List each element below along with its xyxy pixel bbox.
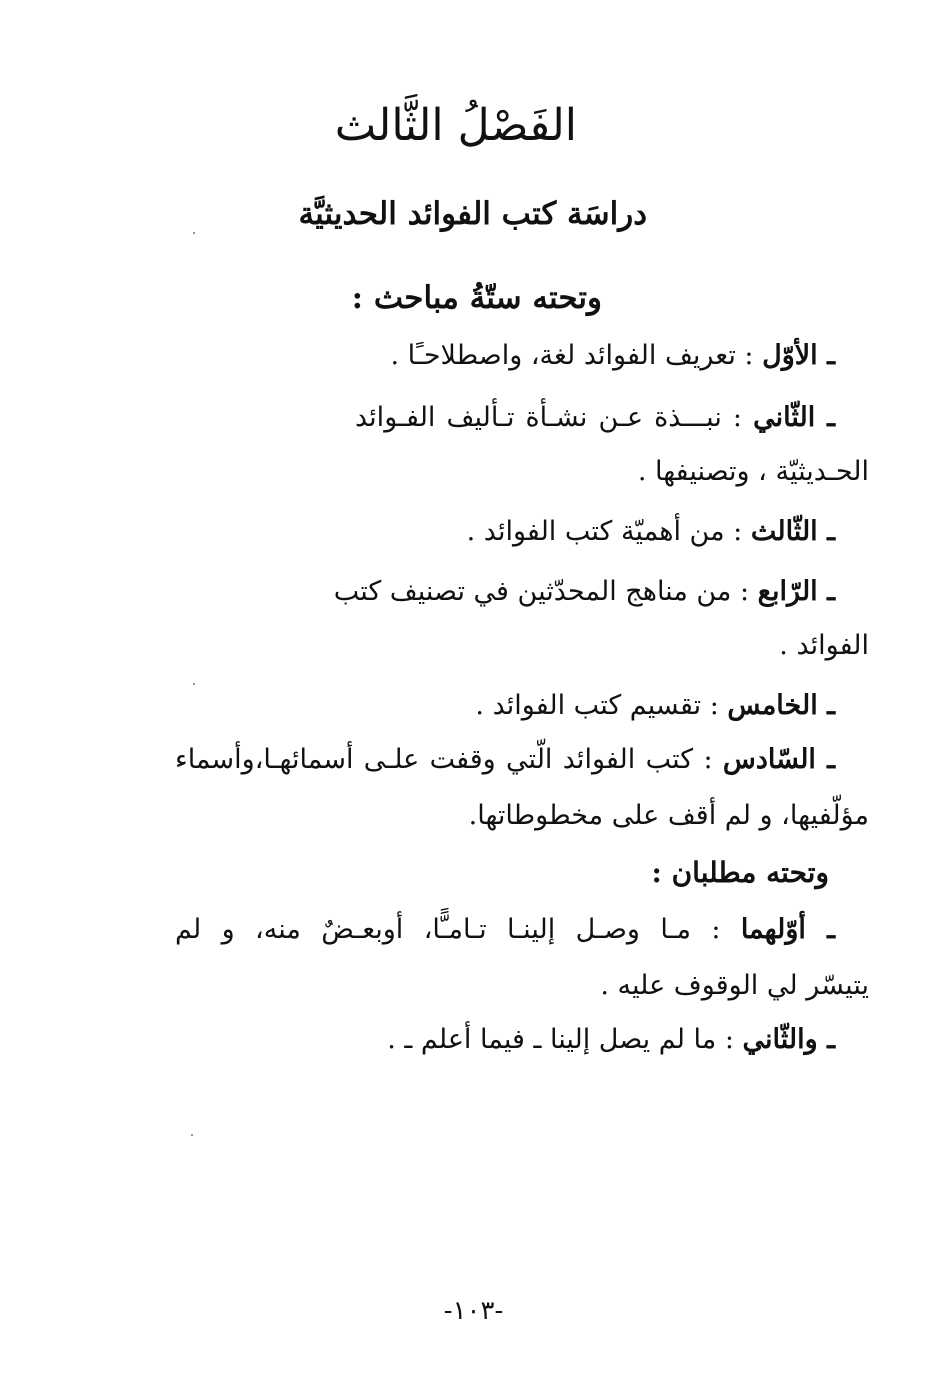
sub-list-item-continuation: يتيسّر لي الوقوف عليه . xyxy=(600,970,869,1001)
item-label: ـ الرّابع xyxy=(757,576,835,607)
item-text: : من مناهج المحدّثين في تصنيف كتب xyxy=(333,576,750,607)
item-text: : كتب الفوائد الّتي وقفت علـى أسمائهـا،وأسماء xyxy=(175,744,713,775)
sub-item-label: ـ والثّاني xyxy=(742,1024,835,1055)
item-text: : تقسيم كتب الفوائد . xyxy=(475,690,719,721)
list-item xyxy=(355,402,835,434)
item-label: ـ الأوّل xyxy=(762,340,835,371)
item-label: ـ الثّالث xyxy=(750,516,835,547)
item-label: ـ الخامس xyxy=(727,690,835,721)
list-item xyxy=(475,690,835,722)
page-number: -١٠٣- xyxy=(443,1296,504,1326)
chapter-subtitle: دراسَة كتب الفوائد الحديثيَّة xyxy=(298,196,647,232)
list-item-continuation: مؤلّفيها، و لم أقف على مخطوطاتها. xyxy=(468,800,869,831)
list-item xyxy=(333,576,835,608)
sub-list-item xyxy=(175,914,835,946)
list-item xyxy=(175,744,835,776)
sub-item-text: : ما لم يصل إلينا ـ فيما أعلم ـ . xyxy=(387,1024,734,1055)
scan-speck xyxy=(193,232,195,234)
scan-speck xyxy=(191,1134,193,1136)
item-text: : نبـــذة عـن نشـأة تـأليف الفـوائد xyxy=(355,402,742,433)
list-item-continuation: الفوائد . xyxy=(779,630,869,661)
list-item-continuation: الحـديثيّة ، وتصنيفها . xyxy=(637,456,869,487)
sub-item-label: ـ أوّلهما xyxy=(740,914,836,945)
subsections-intro: وتحته مطلبان : xyxy=(651,856,829,889)
list-item xyxy=(467,516,835,548)
chapter-title: الفَصْلُ الثَّالث xyxy=(334,100,577,151)
sub-item-text: : مـا وصـل إلينـا تـامـًّا، أوبعـضٌ منه، و لم xyxy=(175,914,721,945)
sections-intro: وتحته ستّةُ مباحث : xyxy=(351,280,602,316)
item-label: ـ السّادس xyxy=(722,744,835,775)
item-text: : من أهميّة كتب الفوائد . xyxy=(466,516,743,547)
list-item xyxy=(391,340,835,372)
sub-list-item xyxy=(387,1024,835,1056)
scan-speck xyxy=(193,683,195,685)
item-label: ـ الثّاني xyxy=(753,402,835,433)
item-text: : تعريف الفوائد لغة، واصطلاحـًا . xyxy=(390,340,754,371)
